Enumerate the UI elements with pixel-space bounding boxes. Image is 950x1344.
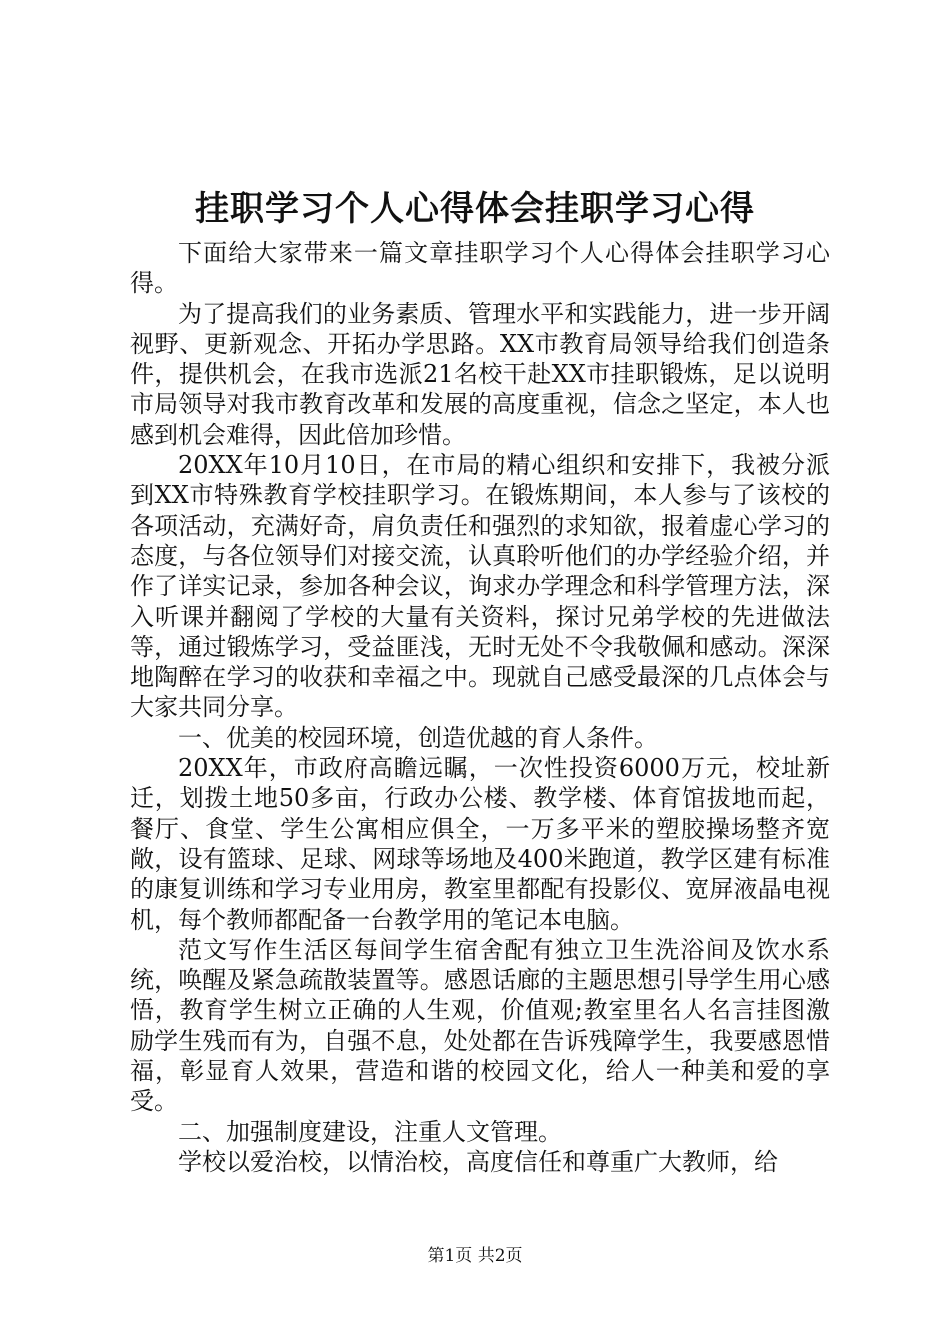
paragraph-management: 学校以爱治校，以情治校，高度信任和尊重广大教师，给 bbox=[178, 1147, 778, 1176]
document-body bbox=[130, 238, 830, 1177]
section-heading-2: 二、加强制度建设，注重人文管理。 bbox=[178, 1117, 562, 1146]
paragraph-purpose: 为了提高我们的业务素质、管理水平和实践能力，进一步开阔视野、更新观念、开拓办学思路。XX市教育局领导给我们创造条件，提供机会，在我市选派21名校干赴XX市挂职锻炼，足以说明市局领导对我市教育改革和发展的高度重视，信念之坚定，本人也感到机会难得，因此倍加珍惜。 bbox=[130, 299, 830, 449]
paragraph-intro: 下面给大家带来一篇文章挂职学习个人心得体会挂职学习心得。 bbox=[130, 239, 830, 298]
paragraph-assignment: 20XX年10月10日，在市局的精心组织和安排下，我被分派到XX市特殊教育学校挂职学习。在锻炼期间，本人参与了该校的各项活动，充满好奇，肩负责任和强烈的求知欲，报着虚心学习的态度，与各位领导们对接交流，认真聆听他们的办学经验介绍，并作了详实记录，参加各种会议，询求办学理念和科学管理方法，深入听课并翻阅了学校的大量有关资料，探讨兄弟学校的先进做法等，通过锻炼学习，受益匪浅，无时无处不令我敬佩和感动。深深地陶醉在学习的收获和幸福之中。现就自己感受最深的几点体会与大家共同分享。 bbox=[130, 451, 830, 722]
page-footer: 第1页 共2页 bbox=[427, 1246, 523, 1266]
section-heading-1: 一、优美的校园环境，创造优越的育人条件。 bbox=[178, 723, 658, 752]
paragraph-campus: 20XX年，市政府高瞻远瞩，一次性投资6000万元，校址新迁，划拨土地50多亩，行政办公楼、教学楼、体育馆拔地而起，餐厅、食堂、学生公寓相应俱全，一万多平米的塑胶操场整齐宽敞，设有篮球、足球、网球等场地及400米跑道，教学区建有标准的康复训练和学习专业用房，教室里都配有投影仪、宽屏液晶电视机，每个教师都配备一台教学用的笔记本电脑。 bbox=[130, 754, 830, 934]
paragraph-living-area: 范文写作生活区每间学生宿舍配有独立卫生洗浴间及饮水系统，唤醒及紧急疏散装置等。感恩话廊的主题思想引导学生用心感悟，教育学生树立正确的人生观，价值观;教室里名人名言挂图激励学生残而有为，自强不息，处处都在告诉残障学生，我要感恩惜福，彰显育人效果，营造和谐的校园文化，给人一种美和爱的享受。 bbox=[130, 935, 830, 1116]
document-title: 挂职学习个人心得体会挂职学习心得 bbox=[195, 189, 755, 229]
